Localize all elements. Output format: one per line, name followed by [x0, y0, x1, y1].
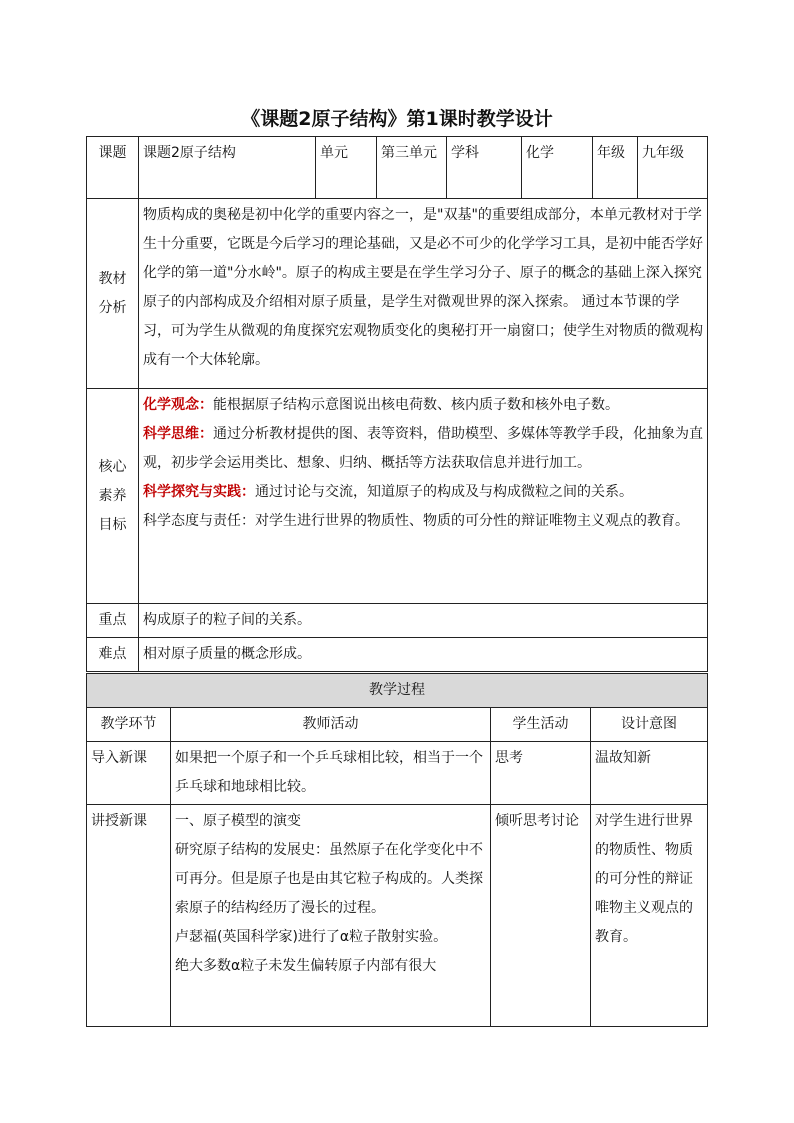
difficulty-text: 相对原子质量的概念形成。 [139, 638, 708, 672]
literacy-head: 化学观念： [143, 397, 213, 413]
subject-label: 学科 [447, 137, 522, 199]
document-title: 《课题2原子结构》第1课时教学设计 [241, 108, 553, 130]
unit-label: 单元 [316, 137, 377, 199]
lesson-info-table [86, 136, 708, 672]
subject-value: 化学 [522, 137, 593, 199]
teacher-cell: 如果把一个原子和一个乒乓球相比较，相当于一个乒乓球和地球相比较。 [171, 742, 491, 805]
process-heading: 教学过程 [87, 674, 708, 708]
student-cell: 倾听思考讨论 [491, 805, 591, 1027]
keypoint-text: 构成原子的粒子间的关系。 [139, 604, 708, 638]
topic-value: 课题2原子结构 [139, 137, 316, 199]
keypoint-label: 重点 [87, 604, 139, 638]
stage-cell: 导入新课 [87, 742, 171, 805]
literacy-head: 科学思维： [143, 426, 213, 442]
literacy-head: 科学探究与实践： [143, 484, 255, 500]
table-row [87, 742, 708, 805]
analysis-label: 教材分析 [87, 199, 139, 389]
literacy-item: 科学思维：通过分析教材提供的图、表等资料，借助模型、多媒体等教学手段，化抽象为直观，初步学会运用类比、想象、归纳、概括等方法获取信息并进行加工。 [143, 426, 703, 471]
column-header: 学生活动 [491, 708, 591, 742]
student-cell: 思考 [491, 742, 591, 805]
intent-cell: 对学生进行世界的物质性、物质的可分性的辩证唯物主义观点的教育。 [591, 805, 708, 1027]
teacher-cell: 一、原子模型的演变 研究原子结构的发展史：虽然原子在化学变化中不可再分。但是原子也是由其它粒子构成的。人类探索原子的结构经历了漫长的过程。 卢瑟福(英国科学家)进行了α粒子散射实验。 绝大多数α粒子未发生偏转原子内部有很大 [171, 805, 491, 1027]
analysis-text: 物质构成的奥秘是初中化学的重要内容之一，是"双基"的重要组成部分，本单元教材对于学生十分重要，它既是今后学习的理论基础，又是必不可少的化学学习工具，是初中能否学好化学的第一道"分水岭"。原子的构成主要是在学生学习分子、原子的概念的基础上深入探究原子的内部构成及介绍相对原子质量，是学生对微观世界的深入探索。 通过本节课的学习，可为学生从微观的角度探究宏观物质变化的奥秘打开一扇窗口；使学生对物质的微观构成有一个大体轮廓。 [139, 199, 708, 389]
literacy-item: 化学观念：能根据原子结构示意图说出核电荷数、核内质子数和核外电子数。 [143, 397, 619, 413]
table-row [87, 805, 708, 1027]
literacy-item: 科学探究与实践：通过讨论与交流，知道原子的构成及与构成微粒之间的关系。 [143, 484, 633, 500]
literacy-label: 核心素养目标 [87, 389, 139, 604]
literacy-content [139, 389, 708, 604]
grade-label: 年级 [593, 137, 638, 199]
grade-value: 九年级 [638, 137, 708, 199]
literacy-item: 科学态度与责任：对学生进行世界的物质性、物质的可分性的辩证唯物主义观点的教育。 [143, 513, 689, 529]
teaching-process-table [86, 673, 708, 1027]
column-header: 设计意图 [591, 708, 708, 742]
topic-label: 课题 [87, 137, 139, 199]
stage-cell: 讲授新课 [87, 805, 171, 1027]
column-header: 教学环节 [87, 708, 171, 742]
column-header: 教师活动 [171, 708, 491, 742]
intent-cell: 温故知新 [591, 742, 708, 805]
unit-value: 第三单元 [377, 137, 447, 199]
difficulty-label: 难点 [87, 638, 139, 672]
